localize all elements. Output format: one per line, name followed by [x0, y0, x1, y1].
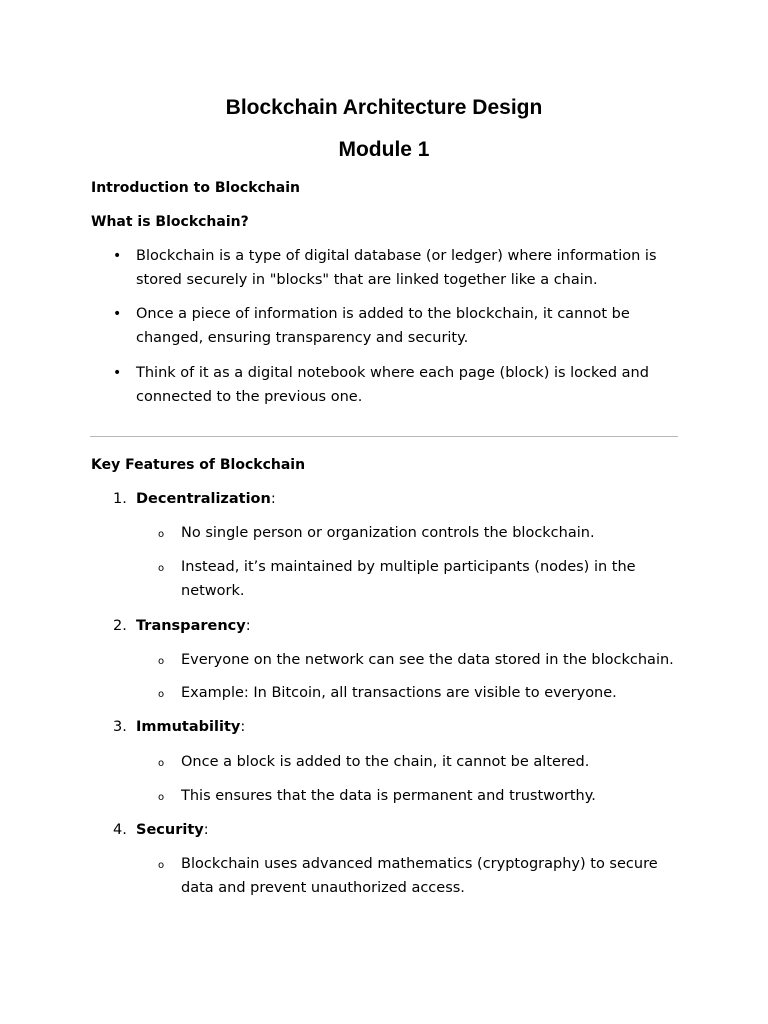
feature-name: Security — [136, 822, 204, 838]
bullet-glyph: • — [113, 306, 122, 322]
sub-point-text: Blockchain uses advanced mathematics (cryptography) to secure data and prevent unauthorized access. — [181, 856, 658, 896]
sub-point-text: No single person or organization controls the blockchain. — [181, 525, 595, 541]
feature-name: Decentralization — [136, 491, 271, 507]
sub-point — [158, 521, 678, 547]
intro-bullet-1 — [113, 244, 673, 292]
colon: : — [203, 822, 209, 838]
list-number: 4. — [113, 822, 127, 838]
sub-bullet-glyph: o — [158, 529, 165, 540]
list-number: 3. — [113, 719, 127, 735]
sub-point-text: Example: In Bitcoin, all transactions are visible to everyone. — [181, 685, 617, 701]
sub-bullet-glyph: o — [158, 656, 165, 667]
feature-item-transparency — [113, 614, 251, 638]
sub-point — [158, 681, 678, 707]
sub-point — [158, 852, 678, 900]
question-heading: What is Blockchain? — [91, 214, 249, 230]
sub-bullet-glyph: o — [158, 860, 165, 871]
sub-point — [158, 784, 678, 810]
horizontal-divider — [90, 436, 678, 437]
sub-bullet-glyph: o — [158, 792, 165, 803]
intro-bullet-2 — [113, 302, 673, 350]
colon: : — [240, 719, 246, 735]
sub-point-text: Instead, it’s maintained by multiple participants (nodes) in the network. — [181, 559, 636, 599]
sub-point-text: This ensures that the data is permanent and trustworthy. — [181, 788, 596, 804]
colon: : — [245, 618, 251, 634]
sub-point-text: Everyone on the network can see the data stored in the blockchain. — [181, 652, 674, 668]
list-number: 2. — [113, 618, 127, 634]
sub-bullet-glyph: o — [158, 689, 165, 700]
sub-point — [158, 555, 678, 603]
feature-item-immutability — [113, 715, 245, 739]
intro-bullet-text: Blockchain is a type of digital database (or ledger) where information is stored securely in "blocks" that are linked together like a chain. — [136, 248, 657, 288]
bullet-glyph: • — [113, 248, 122, 264]
sub-point — [158, 648, 678, 674]
sub-point — [158, 750, 678, 776]
document-title: Blockchain Architecture Design — [225, 96, 543, 119]
colon: : — [270, 491, 276, 507]
sub-bullet-glyph: o — [158, 758, 165, 769]
sub-bullet-glyph: o — [158, 563, 165, 574]
intro-bullet-text: Once a piece of information is added to the blockchain, it cannot be changed, ensuring transparency and security. — [136, 306, 630, 346]
feature-item-security — [113, 818, 209, 842]
list-number: 1. — [113, 491, 127, 507]
feature-name: Transparency — [136, 618, 246, 634]
module-title: Module 1 — [338, 138, 430, 161]
intro-bullet-3 — [113, 361, 673, 409]
features-heading: Key Features of Blockchain — [91, 457, 306, 473]
section-heading-intro: Introduction to Blockchain — [91, 180, 300, 196]
bullet-glyph: • — [113, 365, 122, 381]
feature-item-decentralization — [113, 487, 276, 511]
sub-point-text: Once a block is added to the chain, it cannot be altered. — [181, 754, 590, 770]
intro-bullet-text: Think of it as a digital notebook where each page (block) is locked and connected to the previous one. — [136, 365, 649, 405]
feature-name: Immutability — [136, 719, 241, 735]
